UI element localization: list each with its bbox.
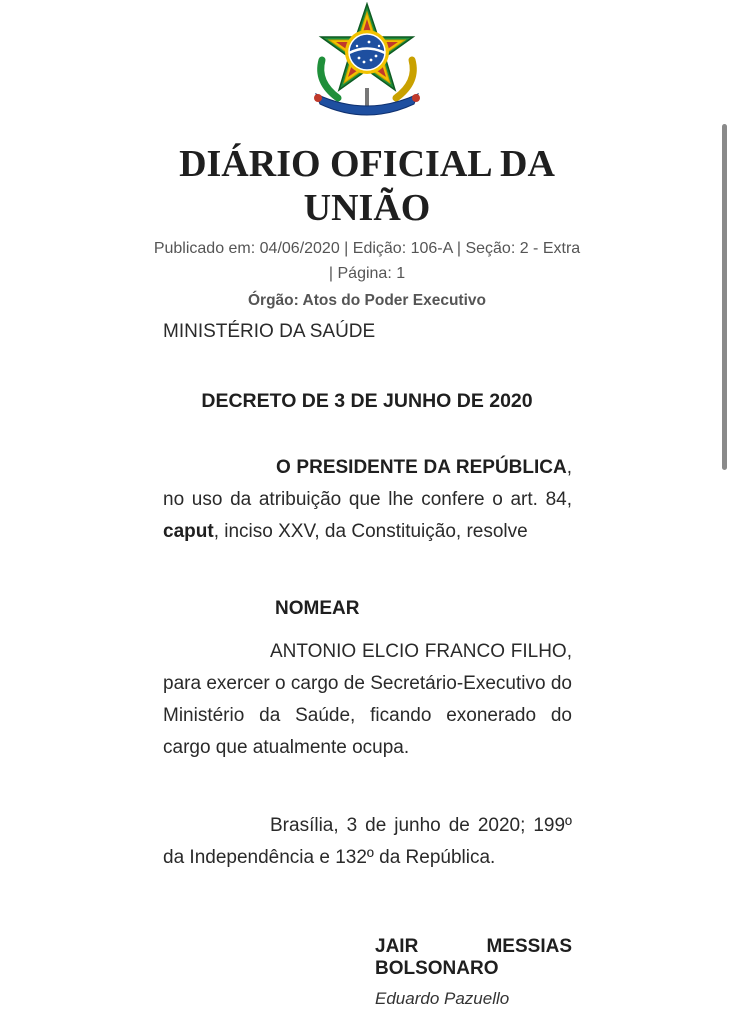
orgao-label: Órgão: Atos do Poder Executivo [248,292,486,309]
cosigner-name: Eduardo Pazuello [375,989,510,1008]
date-place-paragraph: Brasília, 3 de junho de 2020; 199º da Independência e 132º da República. [163,815,572,868]
ministry-name: MINISTÉRIO DA SAÚDE [163,321,376,342]
president-intro: O PRESIDENTE DA REPÚBLICA [276,457,567,478]
signatory-name: JAIR MESSIAS BOLSONARO [375,936,572,979]
brazil-coat-of-arms-icon [308,2,426,118]
caput-term: caput [163,521,214,542]
preamble-text-1: , no uso da atribuição que lhe confere o art. 84, [163,457,572,510]
scrollbar-thumb[interactable] [722,124,727,470]
gazette-title: DIÁRIO OFICIAL DA UNIÃO [179,143,555,229]
appointment-paragraph: ANTONIO ELCIO FRANCO FILHO, para exercer o cargo de Secretário-Executivo do Ministério da Saúde, ficando exonerado do cargo que atualmente ocupa. [163,641,572,758]
decree-title: DECRETO DE 3 DE JUNHO DE 2020 [201,390,533,412]
publication-meta: Publicado em: 04/06/2020 | Edição: 106-A | Seção: 2 - Extra | Página: 1 [153,240,581,282]
decree-preamble [163,452,572,548]
preamble-text-2: , inciso XXV, da Constituição, resolve [213,521,528,542]
decree-action: NOMEAR [275,598,360,619]
